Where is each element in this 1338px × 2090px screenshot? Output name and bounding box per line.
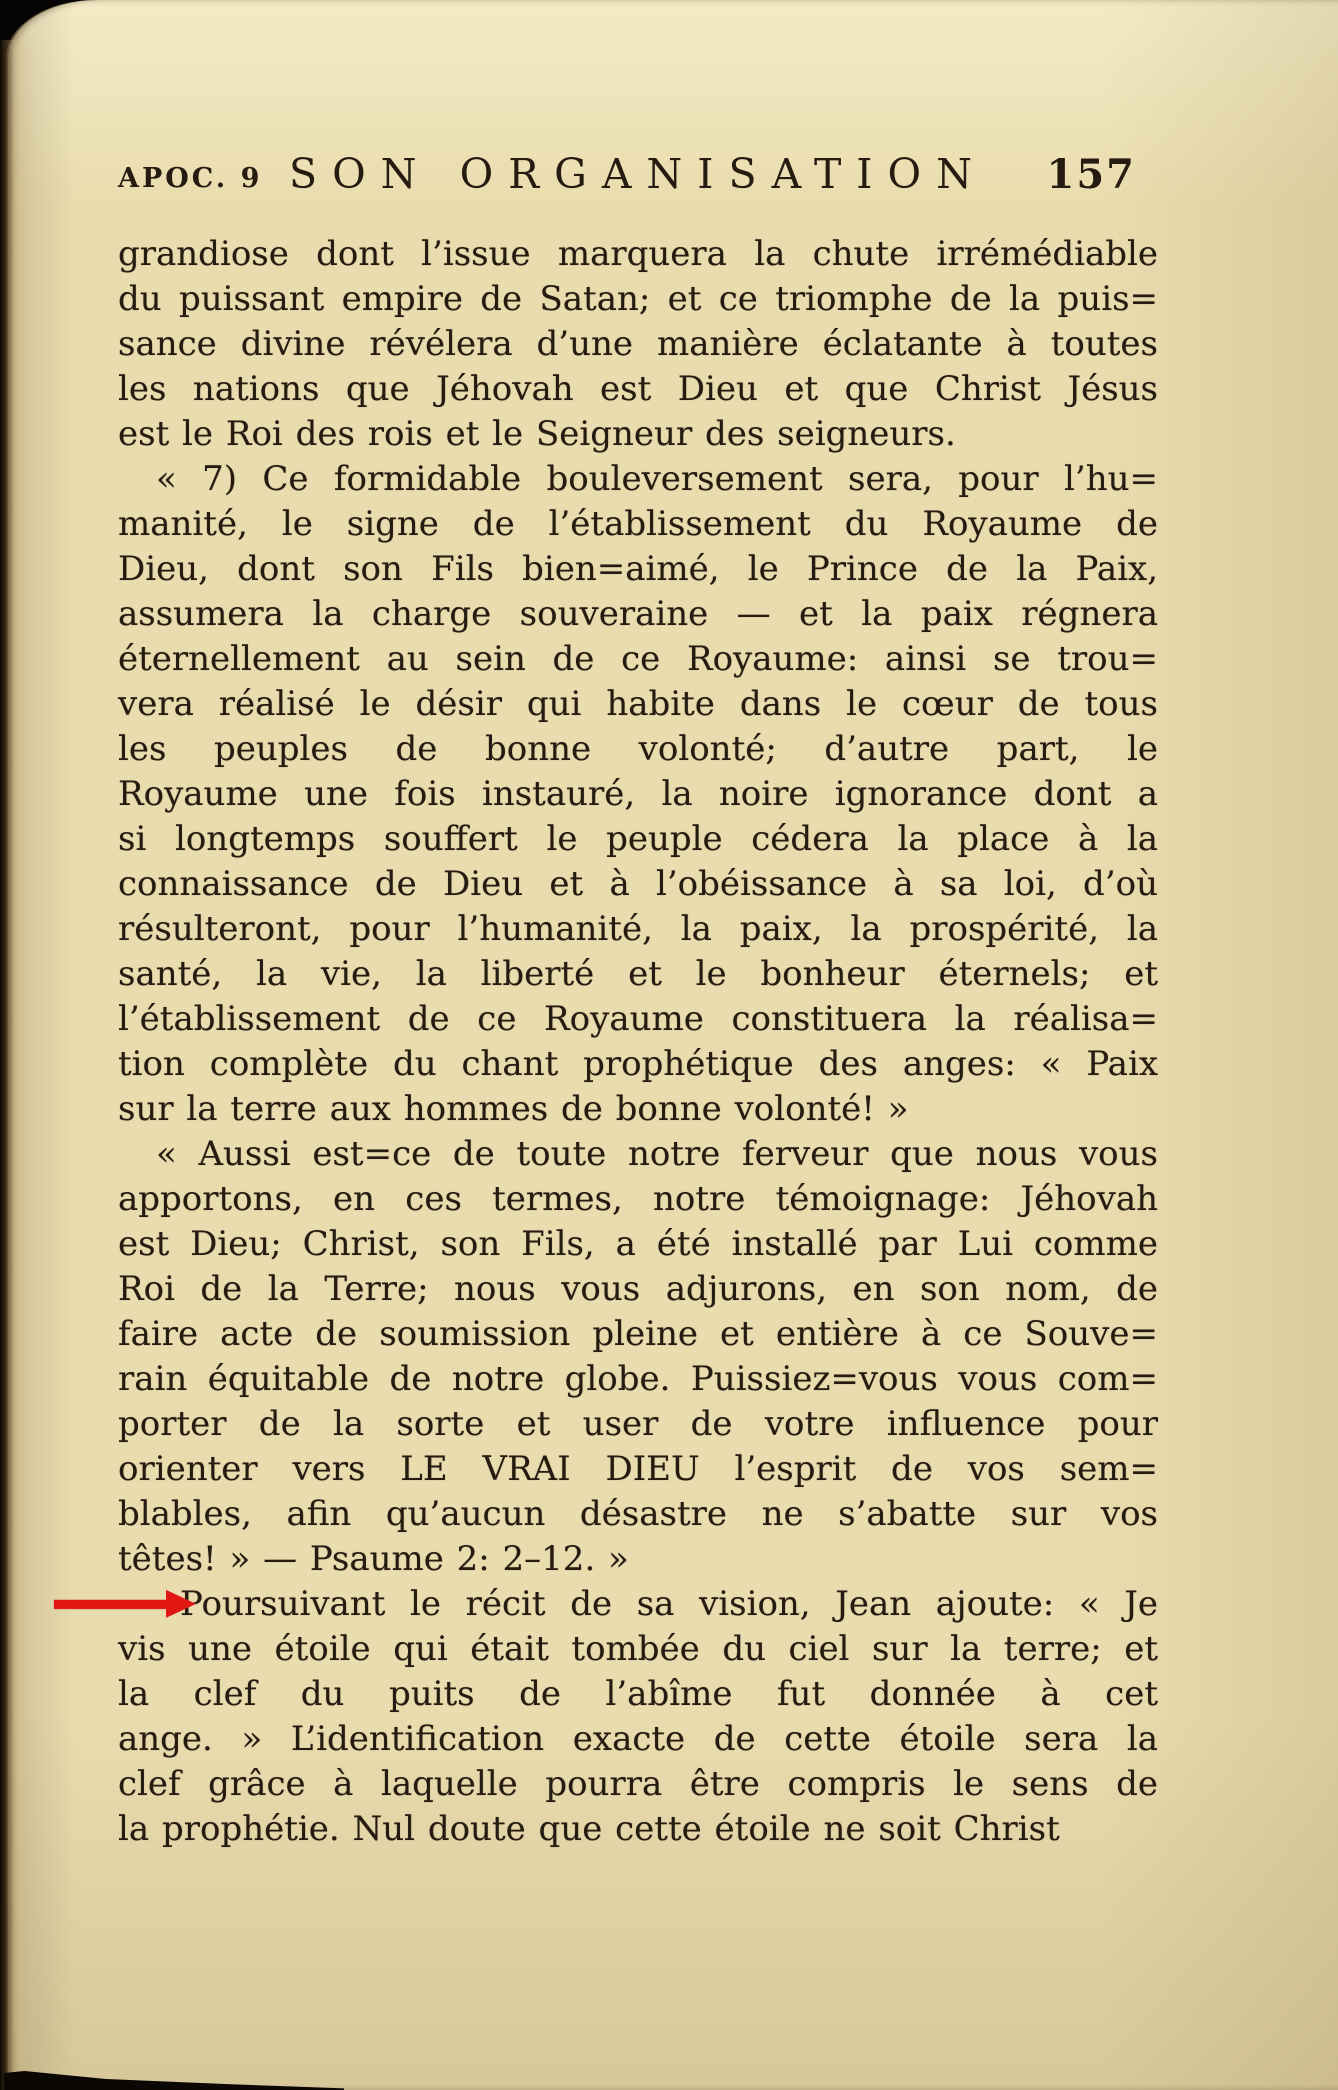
text-line: les peuples de bonne volonté; d’autre part, le	[118, 729, 1158, 769]
text-line: têtes! » — Psaume 2: 2–12. »	[118, 1539, 629, 1579]
text-line: sur la terre aux hommes de bonne volonté! »	[118, 1089, 909, 1129]
page-body	[118, 232, 1158, 1852]
text-line: « 7) Ce formidable bouleversement sera, pour l’hu=	[156, 459, 1158, 499]
red-arrow-shaft	[54, 1599, 168, 1608]
text-line: blables, afin qu’aucun désastre ne s’abatte sur vos	[118, 1494, 1158, 1534]
running-header-title: SON ORGANISATION	[288, 150, 987, 198]
text-line: porter de la sorte et user de votre influence pour	[118, 1404, 1158, 1444]
text-line: connaissance de Dieu et à l’obéissance à sa loi, d’où	[118, 864, 1158, 904]
red-arrow-annotation	[54, 1589, 196, 1617]
text-line: manité, le signe de l’établissement du Royaume de	[118, 504, 1158, 544]
text-line: grandiose dont l’issue marquera la chute irrémédiable	[118, 234, 1158, 274]
text-line: santé, la vie, la liberté et le bonheur éternels; et	[118, 954, 1158, 994]
text-line: Poursuivant le récit de sa vision, Jean ajoute: « Je	[118, 1582, 1158, 1627]
text-line: vis une étoile qui était tombée du ciel sur la terre; et	[118, 1629, 1158, 1669]
text-line: rain équitable de notre globe. Puissiez=vous vous com=	[118, 1359, 1158, 1399]
paragraph	[118, 1132, 1158, 1582]
text-line: la prophétie. Nul doute que cette étoile ne soit Christ	[118, 1809, 1060, 1849]
text-line: apportons, en ces termes, notre témoignage: Jéhovah	[118, 1179, 1158, 1219]
text-line: tion complète du chant prophétique des anges: « Paix	[118, 1044, 1158, 1084]
text-line: est le Roi des rois et le Seigneur des seigneurs.	[118, 414, 956, 454]
text-line: faire acte de soumission pleine et entière à ce Souve=	[118, 1314, 1158, 1354]
text-line: résulteront, pour l’humanité, la paix, la prospérité, la	[118, 909, 1158, 949]
paragraph	[118, 232, 1158, 457]
paragraph	[118, 457, 1158, 1132]
paragraph	[118, 1582, 1158, 1852]
text-line: clef grâce à laquelle pourra être compris le sens de	[118, 1764, 1158, 1804]
text-line: les nations que Jéhovah est Dieu et que Christ Jésus	[118, 369, 1158, 409]
text-line: Royaume une fois instauré, la noire ignorance dont a	[118, 774, 1158, 814]
text-line: éternellement au sein de ce Royaume: ainsi se trou=	[118, 639, 1158, 679]
page-number: 157	[1046, 151, 1136, 198]
text-line: si longtemps souffert le peuple cédera la place à la	[118, 819, 1158, 859]
text-line: la clef du puits de l’abîme fut donnée à cet	[118, 1674, 1158, 1714]
text-line: est Dieu; Christ, son Fils, a été installé par Lui comme	[118, 1224, 1158, 1264]
text-line: du puissant empire de Satan; et ce triomphe de la puis=	[118, 279, 1158, 319]
text-line: orienter vers LE VRAI DIEU l’esprit de vos sem=	[118, 1449, 1158, 1489]
text-line: ange. » L’identification exacte de cette étoile sera la	[118, 1719, 1158, 1759]
red-arrow-head	[166, 1589, 196, 1617]
text-line: vera réalisé le désir qui habite dans le cœur de tous	[118, 684, 1158, 724]
text-line: sance divine révélera d’une manière éclatante à toutes	[118, 324, 1158, 364]
text-line: assumera la charge souveraine — et la paix régnera	[118, 594, 1158, 634]
text-line: Dieu, dont son Fils bien=aimé, le Prince de la Paix,	[118, 549, 1158, 589]
running-header	[118, 140, 1158, 200]
text-line: l’établissement de ce Royaume constituera la réalisa=	[118, 999, 1158, 1039]
text-line: Roi de la Terre; nous vous adjurons, en son nom, de	[118, 1269, 1158, 1309]
text-line: « Aussi est=ce de toute notre ferveur que nous vous	[156, 1134, 1158, 1174]
running-header-chapter: APOC. 9	[118, 163, 263, 194]
